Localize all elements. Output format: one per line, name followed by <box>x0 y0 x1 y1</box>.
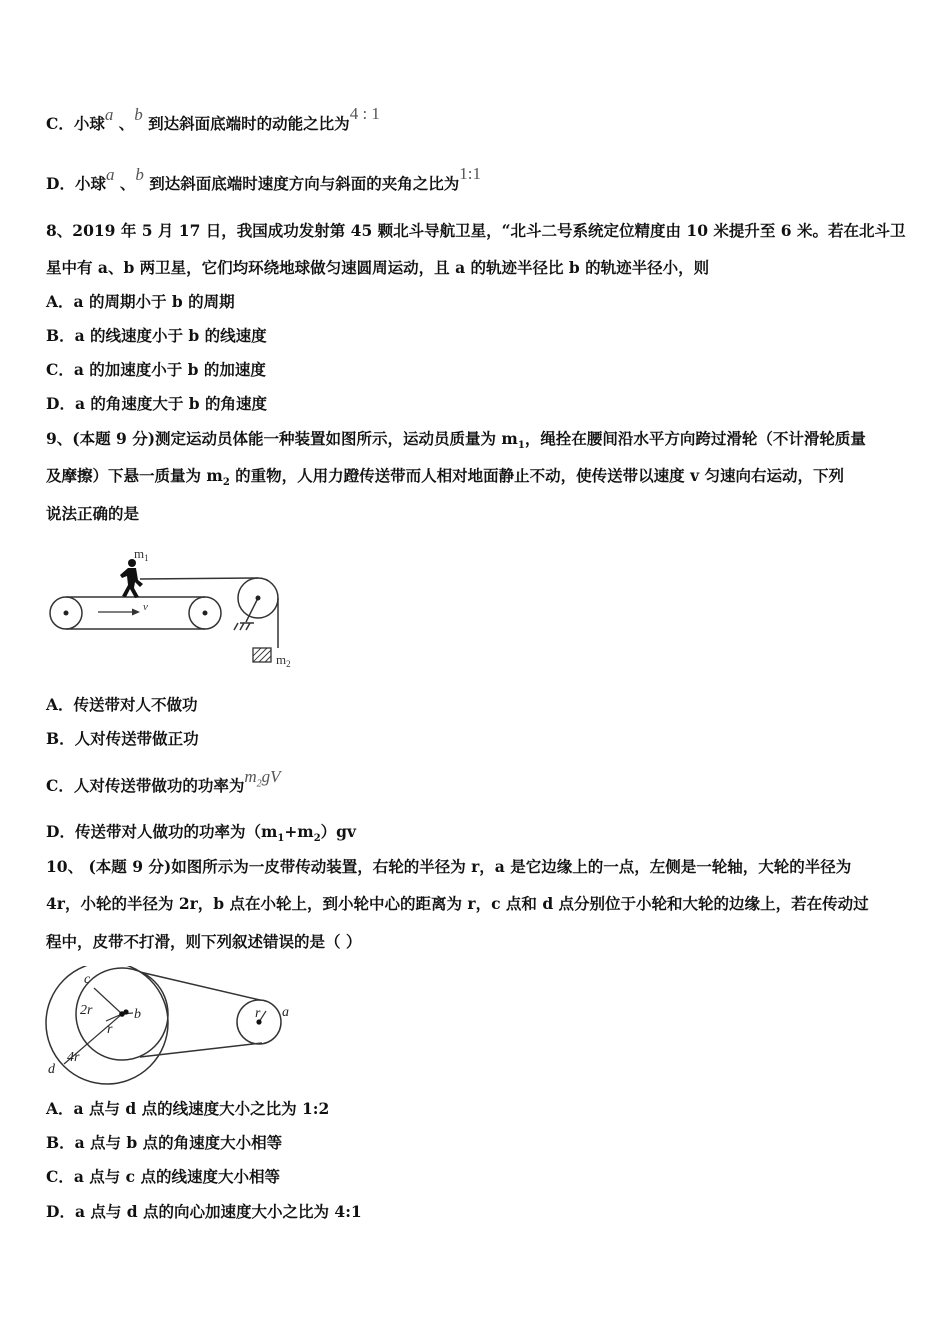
q9-m1-label: $m_1$ <box>134 546 149 563</box>
q10-label-r-small: r <box>107 1022 113 1037</box>
q9-m2-label: $m_2$ <box>276 652 291 669</box>
q10-option-b[interactable]: B．a 点与 b 点的角速度大小相等 <box>46 1133 283 1152</box>
q10-belt-figure <box>40 966 310 1086</box>
q10-stem-line1: 10、 (本题 9 分)如图所示为一皮带传动装置，右轮的半径为 r，a 是它边缘上的一点，左侧是一轮轴，大轮的半径为 <box>46 857 852 876</box>
q7d-ratio: 1:1 <box>459 164 482 183</box>
q7c-ratio: 4 : 1 <box>349 104 380 123</box>
q7c-b-symbol: b <box>134 105 143 124</box>
q10-label-b: b <box>134 1007 141 1022</box>
q8-option-b[interactable]: B．a 的线速度小于 b 的线速度 <box>46 326 267 345</box>
q9-option-d[interactable] <box>46 822 356 849</box>
q10-label-2r: 2r <box>80 1003 93 1018</box>
q10-label-d: d <box>48 1062 55 1077</box>
q9-stem1-sub: 1 <box>517 440 525 452</box>
q9d-sub1: 1 <box>277 833 285 845</box>
q9d-text-c: ）gv <box>320 822 357 841</box>
q7d-prefix: D．小球 <box>46 174 106 193</box>
q9-option-c[interactable] <box>46 767 281 803</box>
q7-option-d[interactable] <box>46 164 482 194</box>
q8-stem-line2: 星中有 a、b 两卫星，它们均环绕地球做匀速圆周运动，且 a 的轨迹半径比 b 的轨迹半径小，则 <box>46 258 710 277</box>
q10-option-d[interactable]: D．a 点与 d 点的向心加速度大小之比为 4:1 <box>46 1202 362 1221</box>
q9c-math: $m_2gV$ <box>244 767 281 790</box>
q8-option-a[interactable]: A．a 的周期小于 b 的周期 <box>46 292 235 311</box>
q8-option-c[interactable]: C．a 的加速度小于 b 的加速度 <box>46 360 266 379</box>
q9-stem2-text-b: 的重物，人用力蹬传送带而人相对地面静止不动，使传送带以速度 v 匀速向右运动，下列 <box>229 466 844 485</box>
q8-stem-line1: 8、2019 年 5 月 17 日，我国成功发射第 45 颗北斗导航卫星，“北斗二号系统定位精度由 10 米提升至 6 米。若在北斗卫 <box>46 221 906 240</box>
q10-stem-line2: 4r，小轮的半径为 2r，b 点在小轮上，到小轮中心的距离为 r，c 点和 d 点分别位于小轮和大轮的边缘上，若在传动过 <box>46 894 869 913</box>
q10-stem-line3: 程中，皮带不打滑，则下列叙述错误的是（ ） <box>46 932 362 951</box>
q9-conveyor-figure <box>40 540 310 680</box>
q10-label-4r: 4r <box>67 1050 80 1065</box>
q9-stem-line2 <box>46 466 844 493</box>
q9-stem-line3: 说法正确的是 <box>46 504 140 523</box>
q7-option-c[interactable] <box>46 104 380 134</box>
q9-stem1-text: 9、(本题 9 分)测定运动员体能一种装置如图所示，运动员质量为 m <box>46 429 518 448</box>
q9c-text: C．人对传送带做功的功率为 <box>46 776 245 795</box>
q9-stem2-sub: 2 <box>222 477 230 489</box>
q7d-text: 到达斜面底端时速度方向与斜面的夹角之比为 <box>149 174 460 193</box>
q7c-a-symbol: a <box>104 105 114 124</box>
q8-option-d[interactable]: D．a 的角速度大于 b 的角速度 <box>46 394 268 413</box>
q10-label-r-right: r <box>255 1006 261 1021</box>
q10-label-c: c <box>84 972 91 987</box>
q10-option-c[interactable]: C．a 点与 c 点的线速度大小相等 <box>46 1167 281 1186</box>
q9-option-a[interactable]: A．传送带对人不做功 <box>46 695 198 714</box>
q7c-text: 到达斜面底端时的动能之比为 <box>148 114 350 133</box>
q9-velocity-label: v <box>143 601 148 613</box>
q7d-b-symbol: b <box>135 165 144 184</box>
q9d-sub2: 2 <box>313 833 321 845</box>
q7d-sep: 、 <box>119 174 136 193</box>
q7c-sep: 、 <box>118 114 135 133</box>
q10-label-a: a <box>282 1005 289 1020</box>
q9-stem2-text: 及摩擦）下悬一质量为 m <box>46 466 223 485</box>
q7d-a-symbol: a <box>105 165 115 184</box>
q9-stem1-text-b: ，绳拴在腰间沿水平方向跨过滑轮（不计滑轮质量 <box>524 429 866 448</box>
q10-option-a[interactable]: A．a 点与 d 点的线速度大小之比为 1:2 <box>46 1099 330 1118</box>
q7c-prefix: C．小球 <box>46 114 105 133</box>
q9d-text-a: D．传送带对人做功的功率为（m <box>46 822 278 841</box>
q9d-text-b: +m <box>284 822 314 841</box>
q9-stem-line1 <box>46 429 866 456</box>
q9-option-b[interactable]: B．人对传送带做正功 <box>46 729 199 748</box>
athlete-icon <box>120 559 143 598</box>
